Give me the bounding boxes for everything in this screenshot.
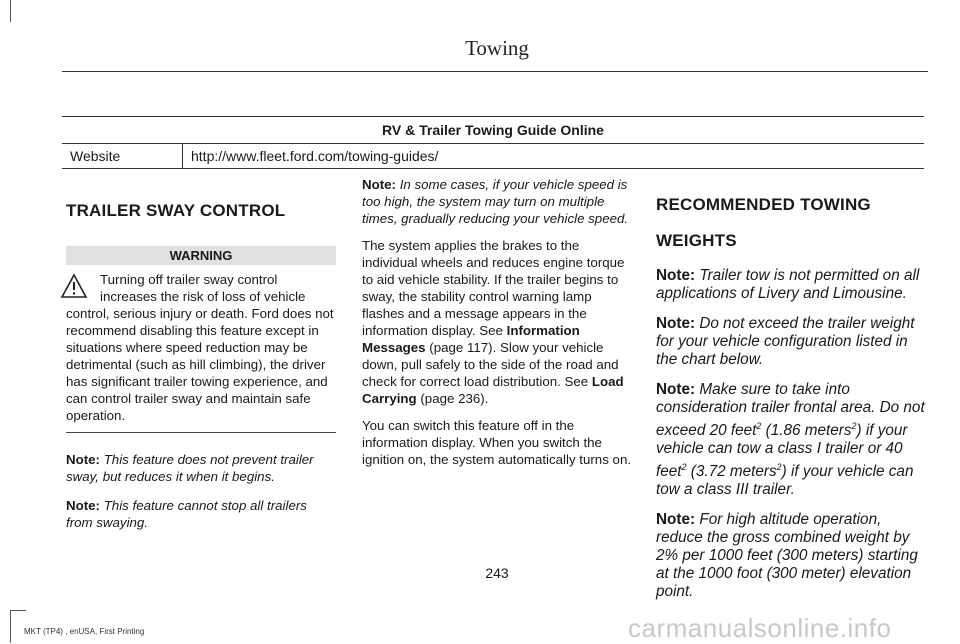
column-right bbox=[656, 193, 928, 601]
note-label: Note: bbox=[362, 177, 396, 192]
note-speed bbox=[362, 176, 632, 227]
column-middle bbox=[362, 176, 632, 468]
section-heading-weights-1: RECOMMENDED TOWING bbox=[656, 195, 871, 214]
note-text: This feature cannot stop all trailers from swaying. bbox=[66, 498, 307, 530]
warning-text-line2: increases the risk of loss of vehicle bbox=[100, 289, 306, 304]
column-left bbox=[66, 199, 336, 531]
crop-mark-top bbox=[10, 0, 11, 22]
note-high-altitude bbox=[656, 511, 928, 601]
watermark: carmanualsonline.info bbox=[628, 613, 892, 643]
note-text: For high altitude operation, reduce the gross combined weight by 2% per 1000 feet (300 meters) starting at the 1000 foot (300 meter) elevation point. bbox=[656, 511, 918, 601]
note-text: Trailer tow is not permitted on all applications of Livery and Limousine. bbox=[656, 267, 920, 302]
paragraph-text: The system applies the brakes to the individual wheels and reduces engine torque to aid vehicle stability. If the trailer begins to sway, the stability control warning lamp flashes and a message appears in the information display. See bbox=[362, 238, 625, 338]
paragraph-switch-off: You can switch this feature off in the information display. When you switch the ignition on, the system automatically turns on. bbox=[362, 418, 632, 467]
note-label: Note: bbox=[656, 381, 696, 398]
crop-mark-bottom-h bbox=[10, 610, 26, 611]
warning-text-line1: Turning off trailer sway control bbox=[100, 272, 278, 287]
table-header-row bbox=[62, 117, 924, 144]
note-label: Note: bbox=[656, 315, 696, 332]
note-label: Note: bbox=[66, 452, 100, 467]
website-link[interactable]: http://www.fleet.ford.com/towing-guides/ bbox=[183, 144, 925, 169]
note-trailer-weight bbox=[656, 315, 928, 369]
note-label: Note: bbox=[656, 267, 696, 284]
paragraph-text: (page 236). bbox=[416, 391, 489, 406]
footer-text: MKT (TP4) , enUSA, First Printing bbox=[24, 627, 145, 636]
warning-label: WARNING bbox=[66, 246, 336, 265]
note-text: In some cases, if your vehicle speed is too high, the system may turn on multiple times, gradually reducing your vehicle speed. bbox=[362, 177, 629, 226]
link-load-carrying[interactable]: Load Carrying bbox=[362, 374, 624, 406]
warning-triangle-icon bbox=[60, 273, 88, 299]
section-heading-sway: TRAILER SWAY CONTROL bbox=[66, 201, 286, 220]
link-information-messages[interactable]: Information Messages bbox=[362, 323, 580, 355]
crop-mark-bottom bbox=[10, 610, 11, 643]
note-label: Note: bbox=[66, 498, 100, 513]
paragraph-brakes bbox=[362, 237, 632, 407]
note-text: Do not exceed the trailer weight for your vehicle configuration listed in the chart below. bbox=[656, 315, 915, 368]
warning-text-rest: control, serious injury or death. Ford does not recommend disabling this feature except in situations where speed reduction may be detrimental (such as hill climbing), the driver has significant trailer towing experience, and can control trailer sway and maintain safe operation. bbox=[66, 306, 334, 423]
page-number: 243 bbox=[485, 565, 509, 581]
note-text: Make sure to take into consideration trailer frontal area. Do not exceed 20 feet$^2$ (1.86 meters$^2$) if your vehicle can tow a class I trailer or 40 feet$^2$ (3.72 meters$^2$) if your vehicle can tow a class III trailer. bbox=[656, 381, 925, 499]
page-header-title: Towing bbox=[465, 36, 529, 60]
warning-rule bbox=[66, 432, 336, 433]
paragraph-text: (page 117). Slow your vehicle down, pull safely to the side of the road and check for correct load distribution. See bbox=[362, 340, 619, 389]
note-livery bbox=[656, 267, 928, 303]
towing-guide-table bbox=[62, 116, 924, 169]
header-rule bbox=[62, 71, 928, 72]
warning-body bbox=[66, 271, 336, 424]
table-row-label: Website bbox=[62, 144, 183, 169]
note-text: This feature does not prevent trailer sway, but reduces it when it begins. bbox=[66, 452, 314, 484]
table-row bbox=[62, 144, 924, 169]
note-sway-1 bbox=[66, 451, 336, 485]
table-title: RV & Trailer Towing Guide Online bbox=[62, 117, 924, 144]
note-sway-2 bbox=[66, 497, 336, 531]
note-label: Note: bbox=[656, 511, 696, 529]
section-heading-weights-2: WEIGHTS bbox=[656, 231, 737, 250]
note-frontal-area bbox=[656, 381, 928, 499]
